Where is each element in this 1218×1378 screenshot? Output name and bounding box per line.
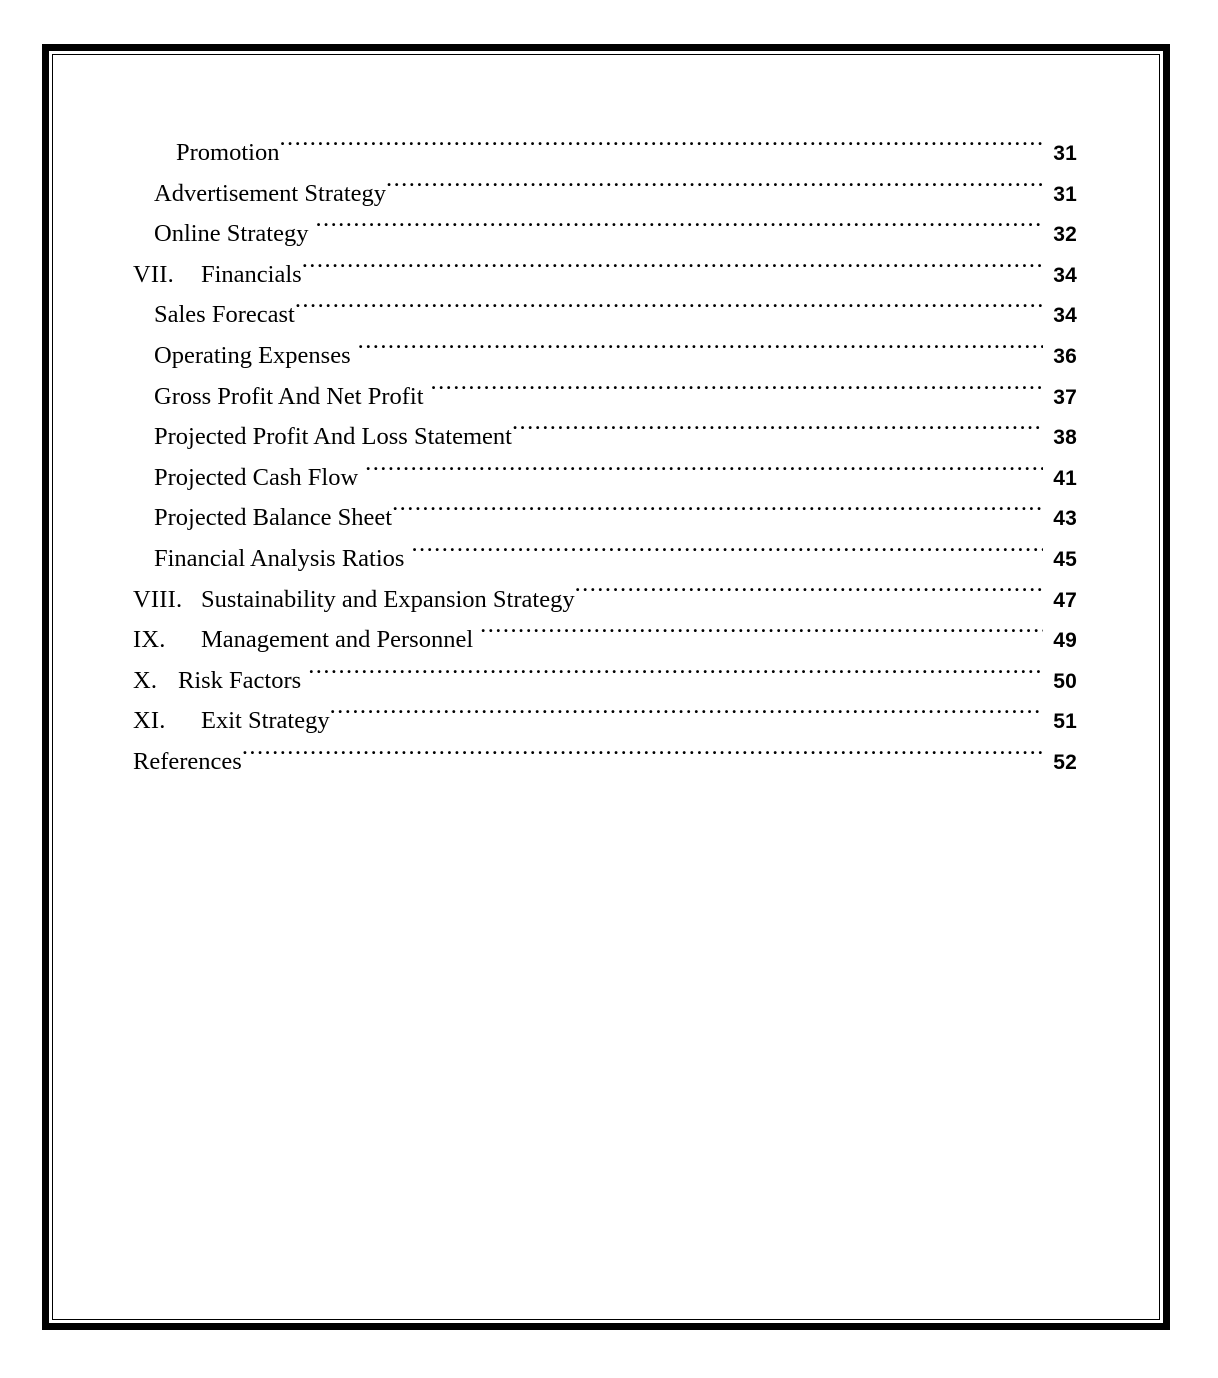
toc-entry[interactable] [133,174,1077,215]
toc-entry[interactable] [133,661,1077,702]
toc-entry-page-number: 34 [1053,304,1077,328]
toc-leader-dots [302,257,1043,282]
toc-entry-page-number: 41 [1053,466,1077,490]
toc-entry-page-number: 31 [1053,182,1077,206]
toc-entry[interactable] [133,255,1077,296]
toc-entry-page-number: 34 [1053,263,1077,287]
toc-entry-title: Projected Balance Sheet [154,504,393,532]
toc-leader-dots [575,582,1043,607]
toc-entry-numeral: XI. [133,707,166,735]
toc-entry-numeral: VIII. [133,585,183,613]
toc-entry[interactable] [133,620,1077,661]
toc-entry-title: Promotion [176,139,280,166]
toc-entry-numeral: X. [133,666,158,694]
toc-entry[interactable] [133,336,1077,377]
toc-entry-page-number: 38 [1053,426,1077,450]
toc-entry[interactable] [133,214,1077,255]
toc-entry-title: Gross Profit And Net Profit [154,382,424,410]
page-border-outer [42,44,1170,1330]
toc-leader-dots [308,663,1043,688]
toc-entry-title: Management and Personnel [201,626,474,654]
toc-entry-title: Projected Profit And Loss Statement [154,423,512,451]
toc-entry[interactable] [133,377,1077,418]
toc-entry-page-number: 36 [1053,344,1077,368]
toc-entry-title: Operating Expenses [154,341,351,369]
toc-entry[interactable] [133,580,1077,621]
toc-entry-page-number: 43 [1053,507,1077,531]
toc-entry-title: Online Strategy [154,220,309,248]
toc-entry[interactable] [133,539,1077,580]
toc-entry-page-number: 50 [1053,669,1077,693]
toc-entry[interactable] [133,417,1077,458]
toc-entry-page-number: 51 [1053,710,1077,734]
toc-leader-dots [315,217,1043,242]
toc-entry-page-number: 32 [1053,223,1077,247]
toc-entry-page-number: 45 [1053,547,1077,571]
toc-entry-page-number: 47 [1053,588,1077,612]
toc-entry-page-number: 49 [1053,629,1077,653]
toc-entry-numeral: VII. [133,260,174,288]
toc-entry[interactable] [133,133,1077,174]
toc-entry-title: Risk Factors [178,666,302,694]
toc-entry-page-number: 31 [1053,142,1077,165]
toc-entry-title: Sustainability and Expansion Strategy [201,585,575,613]
toc-entry[interactable] [133,742,1077,783]
toc-entry-title: Advertisement Strategy [154,179,387,207]
toc-entry-title: Exit Strategy [201,707,330,735]
table-of-contents [133,133,1077,783]
toc-entry[interactable] [133,458,1077,499]
toc-leader-dots [365,460,1043,485]
toc-leader-dots [386,176,1043,201]
toc-entry-numeral: IX. [133,626,166,654]
toc-entry-page-number: 52 [1053,750,1077,774]
toc-entry-page-number: 37 [1053,385,1077,409]
toc-leader-dots [358,338,1043,363]
toc-entry-title: Projected Cash Flow [154,463,359,491]
toc-leader-dots [512,420,1043,445]
toc-entry-title: Sales Forecast [154,301,295,329]
toc-leader-dots [411,541,1043,566]
toc-entry[interactable] [133,498,1077,539]
toc-leader-dots [431,379,1044,404]
toc-leader-dots [330,704,1043,729]
toc-leader-dots [392,501,1043,526]
toc-entry-title: References [133,747,242,775]
toc-leader-dots [279,136,1043,161]
toc-entry[interactable] [133,701,1077,742]
toc-leader-dots [480,623,1043,648]
toc-leader-dots [295,298,1043,323]
toc-leader-dots [242,744,1043,769]
toc-entry-title: Financial Analysis Ratios [154,544,405,572]
toc-entry[interactable] [133,295,1077,336]
toc-entry-title: Financials [201,260,302,288]
